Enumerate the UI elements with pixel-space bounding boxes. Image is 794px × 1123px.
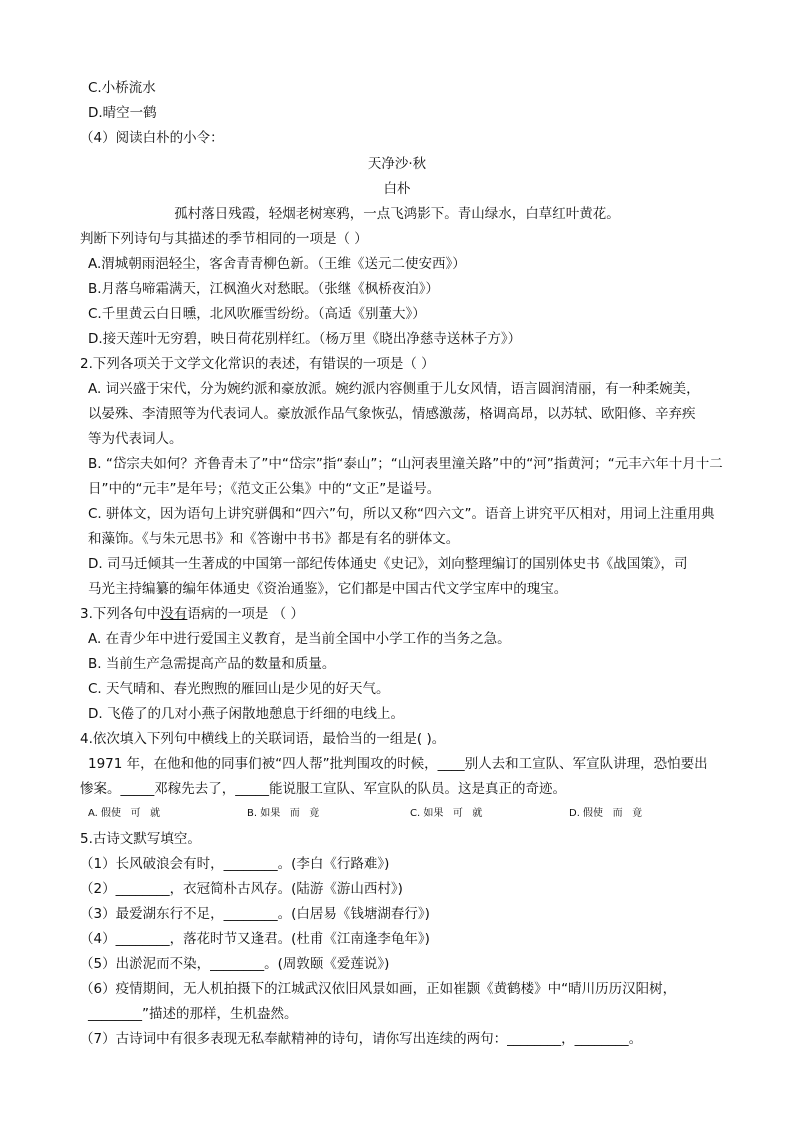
q5-item6-line2: ________”描述的那样，生机盎然。 (88, 1006, 298, 1022)
q4-option: A. 假使 可 就 (88, 808, 161, 819)
q1-option: B.月落乌啼霜满天，江枫渔火对愁眠。（张继《枫桥夜泊》） (88, 281, 440, 297)
q2-option-d-line: 马光主持编纂的编年体通史《资治通鉴》，它们都是中国古代文学宝库中的瑰宝。 (88, 581, 568, 597)
q2-option-a-line: A. 词兴盛于宋代，分为婉约派和豪放派。婉约派内容侧重于儿女风情，语言圆润清丽，有一种柔婉美， (88, 381, 700, 397)
q4-passage-text: 惨案。 (80, 781, 121, 797)
q1-option: C.千里黄云白日曛，北风吹雁雪纷纷。（高适《别董大》） (88, 306, 426, 322)
q2-option-a-line: 等为代表词人。 (88, 431, 183, 447)
q1-option-d: D.晴空一鹤 (88, 105, 157, 121)
poem-author: 白朴 (383, 181, 411, 197)
q2-option-b-line: 日”中的“元丰”是年号；《范文正公集》中的“文正”是谥号。 (88, 481, 441, 497)
q5-item: （5）出淤泥而不染，________。(周敦颐《爱莲说》) (80, 956, 390, 972)
q2-option-d-line: D. 司马迁倾其一生著成的中国第一部纪传体通史《史记》，刘向整理编订的国别体史书《战国策》，司 (88, 556, 688, 572)
q1-option: A.渭城朝雨浥轻尘，客舍青青柳色新。（王维《送元二使安西》） (88, 256, 466, 272)
q4-passage-line2 (80, 779, 566, 799)
q4-option: B. 如果 而 竟 (247, 808, 320, 819)
q3-option: A. 在青少年中进行爱国主义教育，是当前全国中小学工作的当务之急。 (88, 631, 511, 647)
q2-option-a-line: 以晏殊、李清照等为代表词人。豪放派作品气象恢弘，情感激荡，格调高昂，以苏轼、欧阳修、辛弃疾 (88, 406, 696, 422)
poem-title: 天净沙·秋 (367, 156, 427, 172)
q5-item: （3）最爱湖东行不足，________。(白居易《钱塘湖春行》) (80, 906, 430, 922)
q5-item6-line1: （6）疫情期间，无人机拍摄下的江城武汉依旧风景如画，正如崔颢《黄鹤楼》中“晴川历历汉阳树， (80, 981, 677, 997)
q4-passage-text: 能说服工宣队、军宣队的队员。这是真正的奇迹。 (269, 781, 566, 797)
q5-item: （4）________，落花时节又逢君。(杜甫《江南逢李龟年》) (80, 931, 430, 947)
q4-options-row (0, 804, 794, 824)
q4-stem: 4.依次填入下列句中横线上的关联词语，最恰当的一组是( )。 (80, 731, 446, 747)
q4-blank: _____ (120, 781, 155, 797)
poem-text: 孤村落日残霞，轻烟老树寒鸦，一点飞鸿影下。青山绿水，白草红叶黄花。 (174, 206, 620, 222)
q4-option: C. 如果 可 就 (410, 808, 483, 819)
q4-blank: ____ (437, 756, 465, 772)
q4-passage-text: 1971 年，在他和他的同事们被“四人帮”批判围攻的时候， (88, 756, 438, 772)
q1-question: 判断下列诗句与其描述的季节相同的一项是（ ） (80, 231, 368, 247)
q1-option-c: C.小桥流水 (88, 80, 156, 96)
q1-sub4-label: （4）阅读白朴的小令： (80, 130, 224, 146)
q2-stem: 2.下列各项关于文学文化常识的表述，有错误的一项是（ ） (80, 356, 435, 372)
q4-blank: _____ (235, 781, 269, 797)
q3-stem-emphasis: 没有 (160, 606, 188, 622)
q3-option: D. 飞倦了的几对小燕子闲散地憩息于纤细的电线上。 (88, 706, 404, 722)
q2-option-c-line: 和藻饰。《与朱元思书》和《答谢中书书》都是有名的骈体文。 (88, 531, 460, 547)
q4-passage-text: 别人去和工宣队、军宣队讲理，恐怕要出 (464, 756, 708, 772)
q3-stem (80, 604, 304, 624)
q5-item: （2）________，衣冠简朴古风存。(陆游《游山西村》) (80, 881, 403, 897)
q3-stem-prefix: 3.下列各句中 (80, 606, 161, 622)
q3-option: C. 天气晴和、春光煦煦的雁回山是少见的好天气。 (88, 681, 390, 697)
q5-item7: （7）古诗词中有很多表现无私奉献精神的诗句，请你写出连续的两句：________，________。 (80, 1031, 643, 1047)
q4-passage-line1 (88, 754, 708, 774)
q4-passage-text: 邓稼先去了， (154, 781, 236, 797)
q2-option-c-line: C. 骈体文，因为语句上讲究骈偶和“四六”句，所以又称“四六文”。语音上讲究平仄相对，用词上注重用典 (88, 506, 715, 522)
q4-option: D. 假使 而 竟 (569, 808, 643, 819)
q3-stem-suffix: 语病的一项是 （ ） (187, 606, 304, 622)
q3-option: B. 当前生产急需提高产品的数量和质量。 (88, 656, 336, 672)
q5-item: （1）长风破浪会有时，________。(李白《行路难》) (80, 856, 390, 872)
q5-stem: 5.古诗文默写填空。 (80, 831, 201, 847)
q2-option-b-line: B. “岱宗夫如何？齐鲁青未了”中“岱宗”指“泰山”；“山河表里潼关路”中的“河”指黄河；“元丰六年十月十二 (88, 456, 723, 472)
q1-option: D.接天莲叶无穷碧，映日荷花别样红。（杨万里《晓出净慈寺送林子方》） (88, 331, 522, 347)
